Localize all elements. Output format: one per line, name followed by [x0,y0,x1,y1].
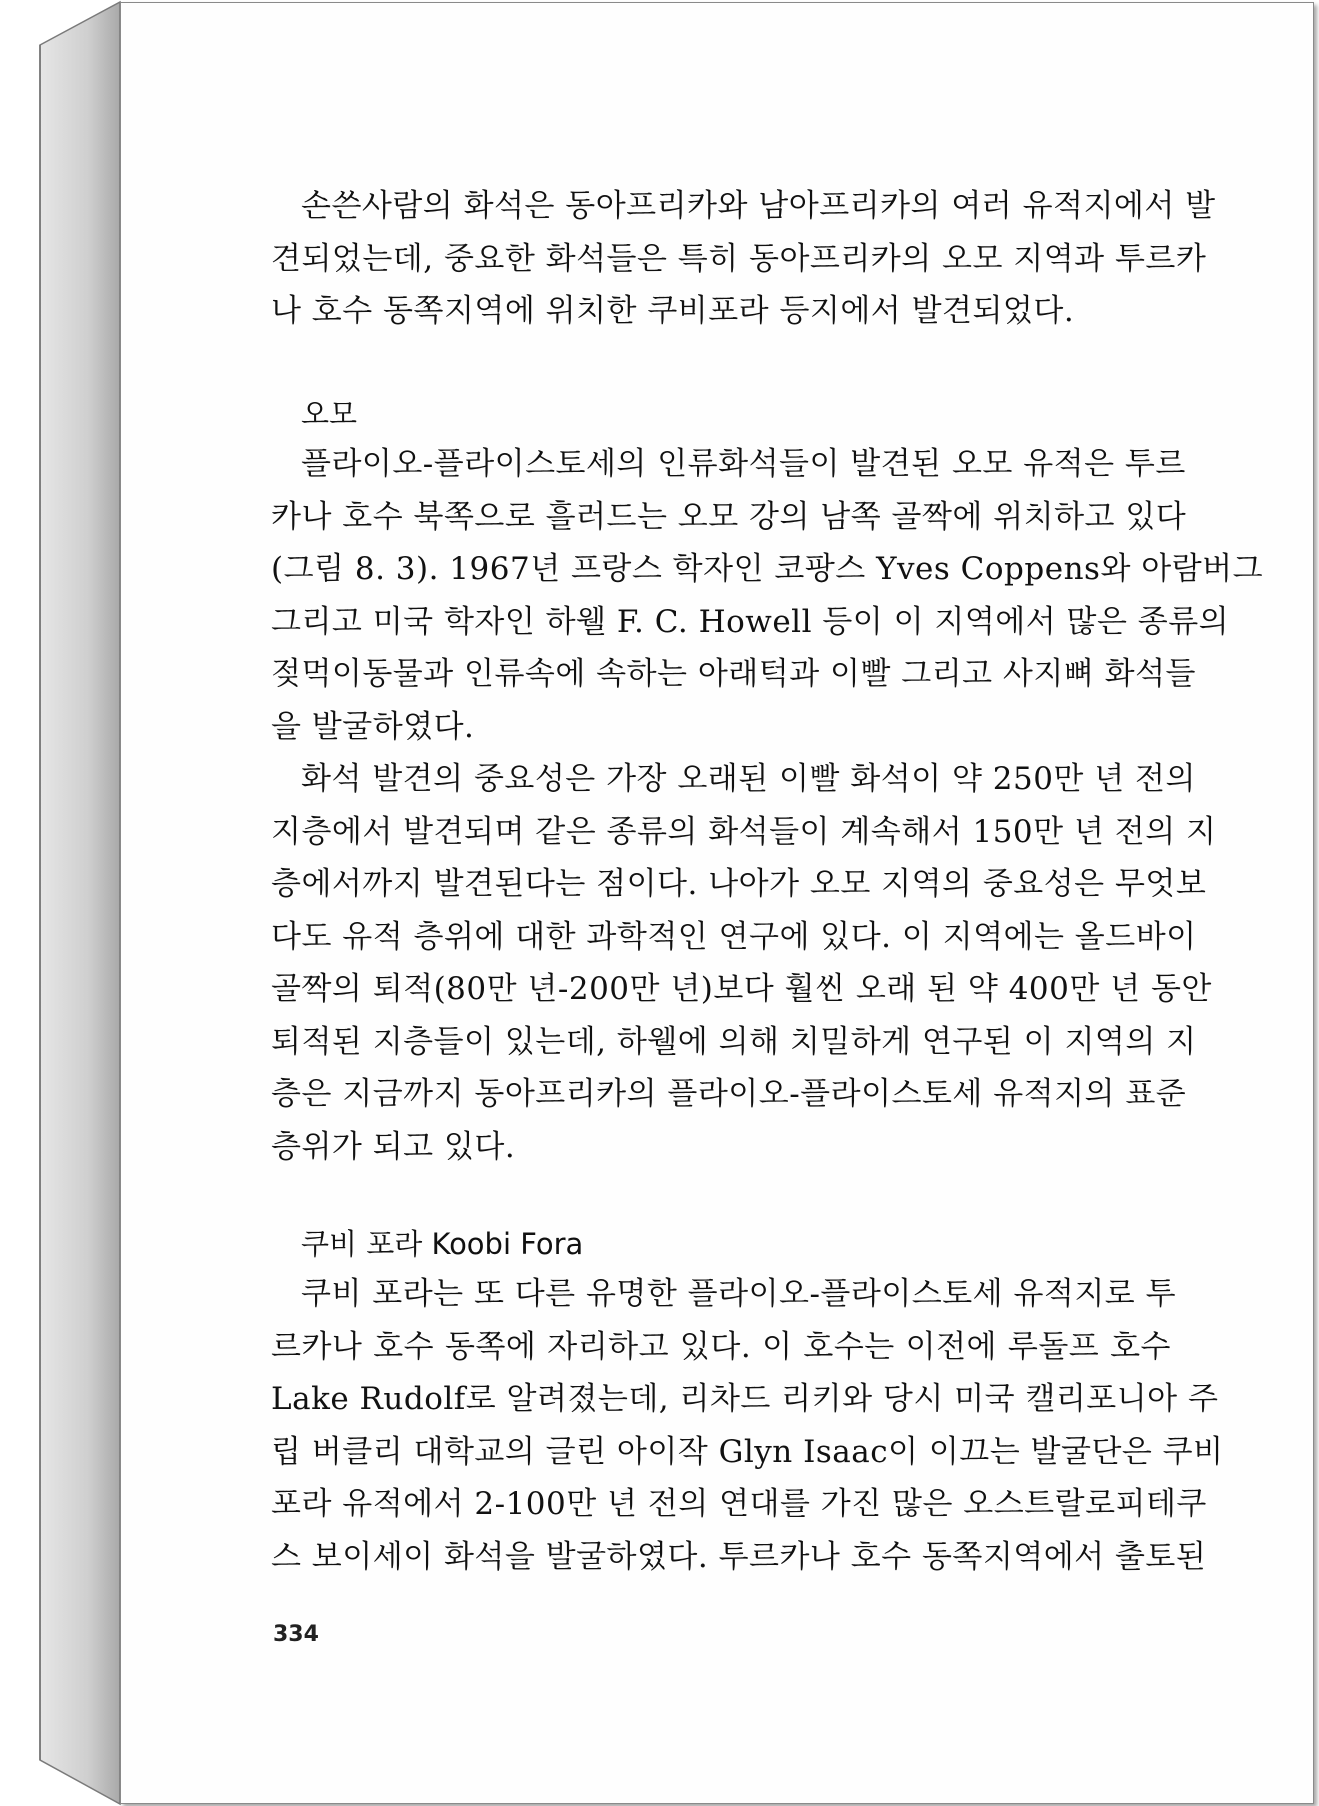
paragraph-line: 포라 유적에서 2-100만 년 전의 연대를 가진 많은 오스트랄로피테쿠 [271,1486,1207,1522]
paragraph-2 [271,438,1264,753]
paragraph-line: 젖먹이동물과 인류속에 속하는 아래턱과 이빨 그리고 사지뼈 화석들 [271,656,1196,692]
paragraph-line: 르카나 호수 동쪽에 자리하고 있다. 이 호수는 이전에 루돌프 호수 [271,1328,1171,1365]
paragraph-line: Lake Rudolf로 알려졌는데, 리차드 리키와 당시 미국 캘리포니아 주 [271,1381,1219,1417]
paragraph-line: 층위가 되고 있다. [271,1128,516,1165]
paragraph-1 [271,180,1216,338]
paragraph-3 [271,753,1217,1173]
paragraph-line: 지층에서 발견되며 같은 종류의 화석들이 계속해서 150만 년 전의 지 [271,813,1217,850]
paragraph-line: 쿠비 포라는 또 다른 유명한 플라이오-플라이스토세 유적지로 투 [301,1276,1177,1312]
paragraph-line: 층은 지금까지 동아프리카의 플라이오-플라이스토세 유적지의 표준 [271,1076,1187,1112]
paragraph-line: 다도 유적 층위에 대한 과학적인 연구에 있다. 이 지역에는 올드바이 [271,918,1197,955]
paragraph-line: 플라이오-플라이스토세의 인류화석들이 발견된 오모 유적은 투르 [301,446,1186,482]
paragraph-line: 층에서까지 발견된다는 점이다. 나아가 오모 지역의 중요성은 무엇보 [271,866,1207,902]
paragraph-line: 퇴적된 지층들이 있는데, 하웰에 의해 치밀하게 연구된 이 지역의 지 [271,1023,1197,1060]
paragraph-line: 나 호수 동쪽지역에 위치한 쿠비포라 등지에서 발견되었다. [271,293,1075,329]
paragraph-line: 스 보이세이 화석을 발굴하였다. 투르카나 호수 동쪽지역에서 출토된 [271,1538,1207,1575]
paragraph-line: 립 버클리 대학교의 글린 아이작 Glyn Isaac이 이끄는 발굴단은 쿠비 [271,1433,1224,1470]
paragraph-4 [271,1268,1224,1583]
page-number: 334 [273,1622,319,1647]
section-heading-omo: 오모 [301,397,358,431]
paragraph-line: 그리고 미국 학자인 하웰 F. C. Howell 등이 이 지역에서 많은 종류의 [271,603,1230,640]
paragraph-line: 을 발굴하였다. [271,708,475,745]
paragraph-line: 견되었는데, 중요한 화석들은 특히 동아프리카의 오모 지역과 투르카 [271,240,1207,277]
paragraph-line: 골짝의 퇴적(80만 년-200만 년)보다 훨씬 오래 된 약 400만 년 동안 [271,971,1212,1007]
paragraph-line: 손쓴사람의 화석은 동아프리카와 남아프리카의 여러 유적지에서 발 [301,188,1216,224]
paragraph-line: 화석 발견의 중요성은 가장 오래된 이빨 화석이 약 250만 년 전의 [301,761,1196,797]
paragraph-line: 카나 호수 북쪽으로 흘러드는 오모 강의 남쪽 골짝에 위치하고 있다 [271,498,1187,535]
paragraph-line: (그림 8. 3). 1967년 프랑스 학자인 코팡스 Yves Coppens와 아람버그 [271,551,1264,587]
section-heading-koobi-fora: 쿠비 포라 Koobi Fora [301,1227,584,1261]
